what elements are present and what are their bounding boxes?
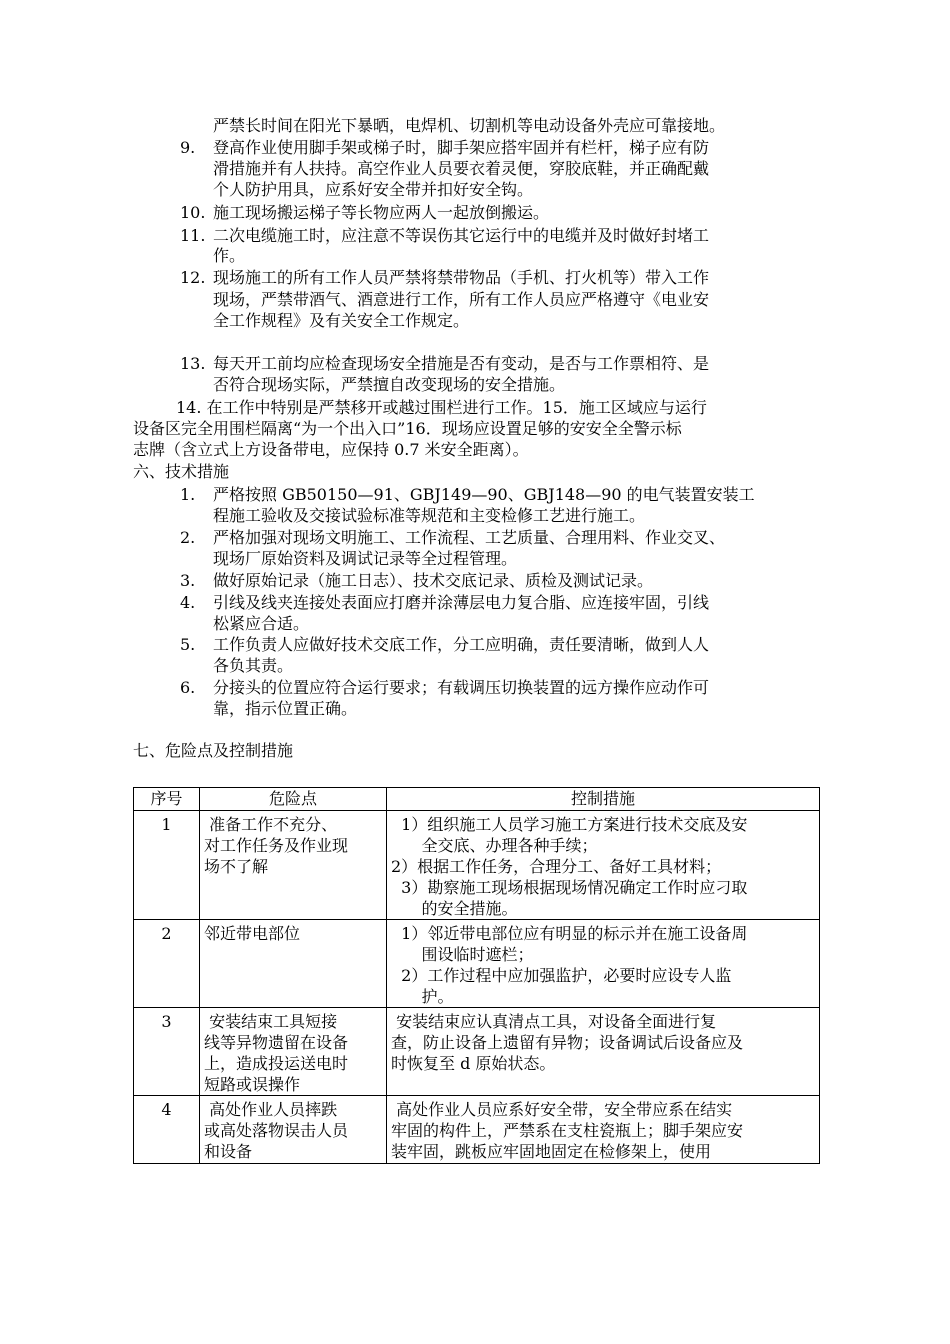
tech-item-6-line-1: 分接头的位置应符合运行要求；有载调压切换装置的远方操作应动作可 — [213, 678, 710, 697]
row-control — [387, 1008, 820, 1096]
item-14-line-2: 设备区完全用围栏隔离“为一个出入口”16．现场应设置足够的安安全全警示标 — [133, 419, 682, 438]
tech-item-4-line-1: 引线及线夹连接处表面应打磨并涂薄层电力复合脂、应连接牢固，引线 — [213, 593, 710, 612]
item-13-line-2: 否符合现场实际，严禁擅自改变现场的安全措施。 — [213, 375, 566, 394]
hazard-line: 上，造成投运送电时 — [204, 1054, 349, 1073]
item-11-line-2: 作。 — [213, 246, 246, 265]
tech-item-5-line-2: 各负其责。 — [213, 656, 294, 675]
hazard-line: 短路或误操作 — [204, 1075, 301, 1094]
row-hazard — [200, 1096, 387, 1164]
item-11-number: 11. — [180, 226, 206, 245]
tech-item-6-line-2: 靠，指示位置正确。 — [213, 699, 358, 718]
row-seq: 2 — [134, 920, 200, 1008]
control-line: 安装结束应认真清点工具，对设备全面进行复 — [391, 1012, 717, 1031]
item-10-number: 10. — [180, 203, 206, 222]
row-seq: 3 — [134, 1008, 200, 1096]
table-row — [134, 1096, 820, 1164]
header-control: 控制措施 — [387, 788, 820, 811]
item-14-line-1: 14. 在工作中特别是严禁移开或越过围栏进行工作。15．施工区域应与运行 — [176, 398, 707, 417]
hazard-line: 和设备 — [204, 1142, 253, 1161]
control-line: 高处作业人员应系好安全带，安全带应系在结实 — [391, 1100, 733, 1119]
item-11-line-1: 二次电缆施工时，应注意不等误伤其它运行中的电缆并及时做好封堵工 — [213, 226, 710, 245]
row-control — [387, 920, 820, 1008]
tech-item-2-line-1: 严格加强对现场文明施工、工作流程、工艺质量、合理用料、作业交叉、 — [213, 528, 726, 547]
control-line: 牢固的构件上，严禁系在支柱瓷瓶上；脚手架应安 — [391, 1121, 744, 1140]
table-row — [134, 1008, 820, 1096]
row-control — [387, 1096, 820, 1164]
table-header-row — [134, 788, 820, 811]
tech-item-5-number: 5. — [180, 635, 196, 654]
row-hazard — [200, 1008, 387, 1096]
hazard-line: 安装结束工具短接 — [204, 1012, 338, 1031]
control-line: 全交底、办理各种手续； — [391, 836, 598, 855]
item-8-continuation: 严禁长时间在阳光下暴晒，电焊机、切割机等电动设备外壳应可靠接地。 — [213, 116, 726, 135]
tech-item-1-line-2: 程施工验收及交接试验标准等规范和主变检修工艺进行施工。 — [213, 506, 646, 525]
header-hazard: 危险点 — [200, 788, 387, 811]
item-10-line-1: 施工现场搬运梯子等长物应两人一起放倒搬运。 — [213, 203, 550, 222]
control-line: 3）勘察施工现场根据现场情况确定工作时应刁取 — [391, 878, 748, 897]
item-9-number: 9. — [180, 138, 196, 157]
control-line: 装牢固，跳板应牢固地固定在检修架上，使用 — [391, 1142, 712, 1161]
control-line: 护。 — [391, 987, 454, 1006]
control-line: 2）工作过程中应加强监护，必要时应设专人监 — [391, 966, 732, 985]
item-9-line-1: 登高作业使用脚手架或梯子时，脚手架应搭牢固并有栏杆，梯子应有防 — [213, 138, 710, 157]
control-line: 查，防止设备上遗留有异物；设备调试后设备应及 — [391, 1033, 744, 1052]
hazard-line: 对工作任务及作业现 — [204, 836, 349, 855]
tech-item-5-line-1: 工作负责人应做好技术交底工作，分工应明确，责任要清晰，做到人人 — [213, 635, 710, 654]
item-14-line-3: 志牌（含立式上方设备带电，应保持 0.7 米安全距离）。 — [133, 440, 529, 459]
row-hazard — [200, 920, 387, 1008]
tech-item-2-line-2: 现场厂原始资料及调试记录等全过程管理。 — [213, 549, 518, 568]
row-seq: 1 — [134, 811, 200, 920]
tech-item-4-line-2: 松紧应合适。 — [213, 614, 310, 633]
hazard-control-table — [133, 787, 820, 1164]
control-line: 围设临时遮栏； — [391, 945, 534, 964]
control-line: 时恢复至 d 原始状态。 — [391, 1054, 556, 1073]
item-9-line-2: 滑措施并有人扶持。高空作业人员要衣着灵便，穿胶底鞋，并正确配戴 — [213, 159, 710, 178]
hazard-line: 场不了解 — [204, 857, 269, 876]
tech-item-6-number: 6. — [180, 678, 196, 697]
tech-item-4-number: 4. — [180, 593, 196, 612]
item-12-number: 12. — [180, 268, 206, 287]
tech-item-1-number: 1. — [180, 485, 196, 504]
header-seq: 序号 — [134, 788, 200, 811]
row-control — [387, 811, 820, 920]
hazard-line: 线等异物遗留在设备 — [204, 1033, 349, 1052]
hazard-line: 准备工作不充分、 — [204, 815, 338, 834]
row-hazard — [200, 811, 387, 920]
control-line: 1）组织施工人员学习施工方案进行技术交底及安 — [391, 815, 748, 834]
item-12-line-3: 全工作规程》及有关安全工作规定。 — [213, 311, 470, 330]
item-13-number: 13. — [180, 354, 206, 373]
item-13-line-1: 每天开工前均应检查现场安全措施是否有变动，是否与工作票相符、是 — [213, 354, 710, 373]
section-6-heading: 六、技术措施 — [133, 462, 230, 481]
tech-item-1-line-1: 严格按照 GB50150—91、GBJ149—90、GBJ148—90 的电气装置安装工 — [213, 485, 755, 504]
table-row — [134, 811, 820, 920]
section-7-heading: 七、危险点及控制措施 — [133, 741, 294, 760]
tech-item-3-line-1: 做好原始记录（施工日志）、技术交底记录、质检及测试记录。 — [213, 571, 654, 590]
control-line: 2）根据工作任务，合理分工、备好工具材料； — [391, 857, 722, 876]
tech-item-2-number: 2. — [180, 528, 196, 547]
table-row — [134, 920, 820, 1008]
hazard-line: 或高处落物误击人员 — [204, 1121, 349, 1140]
hazard-line: 邻近带电部位 — [204, 924, 301, 943]
item-12-line-2: 现场，严禁带酒气、酒意进行工作，所有工作人员应严格遵守《电业安 — [213, 290, 710, 309]
item-9-line-3: 个人防护用具，应系好安全带并扣好安全钩。 — [213, 180, 534, 199]
row-seq: 4 — [134, 1096, 200, 1164]
hazard-line: 高处作业人员摔跌 — [204, 1100, 338, 1119]
control-line: 的安全措施。 — [391, 899, 518, 918]
item-12-line-1: 现场施工的所有工作人员严禁将禁带物品（手机、打火机等）带入工作 — [213, 268, 710, 287]
tech-item-3-number: 3. — [180, 571, 196, 590]
control-line: 1）邻近带电部位应有明显的标示并在施工设备周 — [391, 924, 748, 943]
